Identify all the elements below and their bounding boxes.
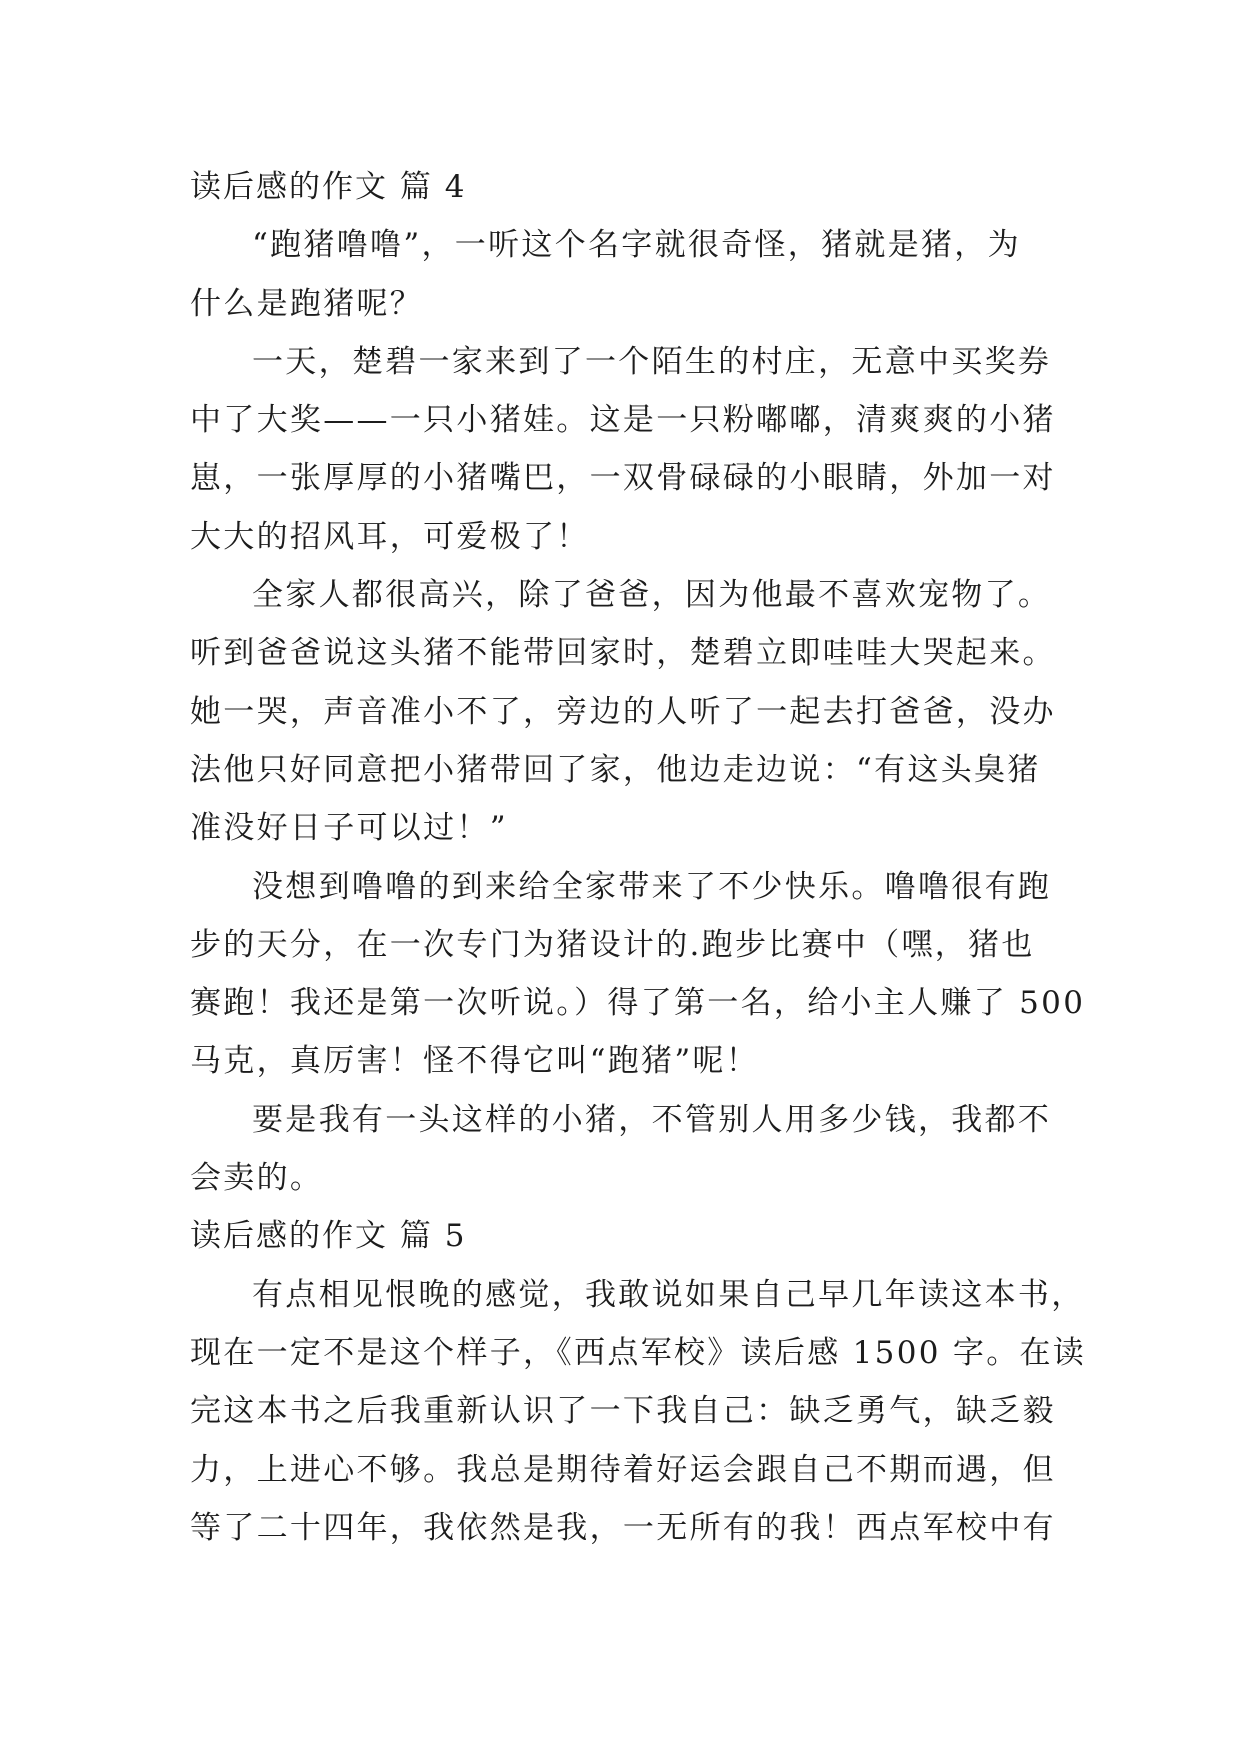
paragraph-line: 没想到噜噜的到来给全家带来了不少快乐。噜噜很有跑 xyxy=(252,868,1052,905)
paragraph-line: 马克，真厉害！怪不得它叫“跑猪”呢！ xyxy=(190,1043,760,1080)
paragraph-line: 一天，楚碧一家来到了一个陌生的村庄，无意中买奖券 xyxy=(252,343,1052,380)
section-heading: 读后感的作文 篇 4 xyxy=(190,169,467,205)
paragraph-line: 完这本书之后我重新认识了一下我自己：缺乏勇气，缺乏毅 xyxy=(190,1393,1056,1430)
paragraph-line: 等了二十四年，我依然是我，一无所有的我！西点军校中有 xyxy=(190,1509,1056,1546)
paragraph-line: 力，上进心不够。我总是期待着好运会跟自己不期而遇，但 xyxy=(190,1451,1056,1488)
paragraph-line: 法他只好同意把小猪带回了家，他边走边说：“有这头臭猪 xyxy=(190,751,1041,788)
paragraph xyxy=(190,858,1086,1091)
paragraph-line: 她一哭，声音准小不了，旁边的人听了一起去打爸爸，没办 xyxy=(190,693,1056,730)
paragraph-line: 有点相见恨晚的感觉，我敢说如果自己早几年读这本书， xyxy=(252,1276,1085,1313)
document-body xyxy=(190,158,1087,1557)
paragraph-line: 听到爸爸说这头猪不能带回家时，楚碧立即哇哇大哭起来。 xyxy=(190,635,1056,672)
section-5 xyxy=(190,1207,1087,1557)
paragraph xyxy=(190,1091,1070,1208)
paragraph-line: 现在一定不是这个样子，《西点军校》读后感 1500 字。在读 xyxy=(190,1334,1087,1371)
paragraph xyxy=(190,566,1070,857)
paragraph-line: “跑猪噜噜”，一听这个名字就很奇怪，猪就是猪，为 xyxy=(252,227,1021,264)
paragraph-line: 要是我有一头这样的小猪，不管别人用多少钱，我都不 xyxy=(252,1101,1052,1138)
paragraph-line: 大大的招风耳，可爱极了！ xyxy=(190,518,590,555)
paragraph-line: 准没好日子可以过！” xyxy=(190,810,508,847)
paragraph-line: 什么是跑猪呢？ xyxy=(190,285,424,322)
paragraph xyxy=(190,333,1070,566)
paragraph xyxy=(190,216,1070,333)
paragraph-line: 步的天分，在一次专门为猪设计的.跑步比赛中（嘿，猪也 xyxy=(190,926,1035,963)
paragraph-line: 全家人都很高兴，除了爸爸，因为他最不喜欢宠物了。 xyxy=(252,577,1052,614)
paragraph-line: 会卖的。 xyxy=(190,1160,324,1197)
section-4 xyxy=(190,158,1086,1207)
paragraph-line: 赛跑！我还是第一次听说。）得了第一名，给小主人赚了 500 xyxy=(190,985,1086,1022)
paragraph xyxy=(190,1266,1087,1557)
section-heading: 读后感的作文 篇 5 xyxy=(190,1218,467,1255)
paragraph-line: 崽，一张厚厚的小猪嘴巴，一双骨碌碌的小眼睛，外加一对 xyxy=(190,460,1056,497)
paragraph-line: 中了大奖——一只小猪娃。这是一只粉嘟嘟，清爽爽的小猪 xyxy=(190,402,1056,439)
